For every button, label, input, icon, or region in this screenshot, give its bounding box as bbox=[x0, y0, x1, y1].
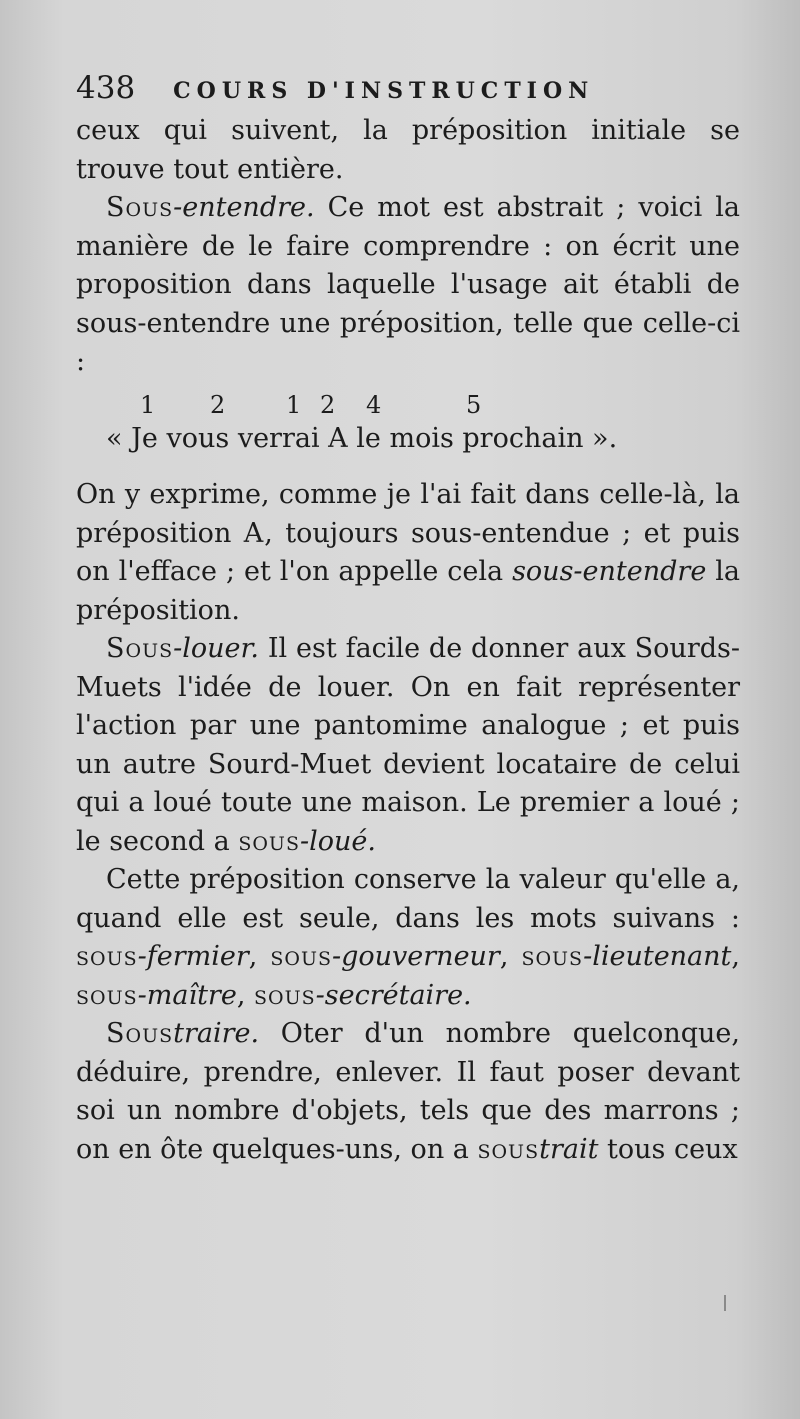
term-caps: sous bbox=[521, 941, 584, 972]
paragraph-text: Oter d'un nombre quelconque, déduire, prendre, enlever. Il faut poser devant soi un nombre d'objets, tels que des marrons ; on en ôte quelques-uns, on a bbox=[76, 1018, 740, 1165]
paragraph-text: Cette préposition conserve la valeur qu'elle a, quand elle est seule, dans les mots suivans : bbox=[76, 864, 740, 934]
paragraph-text: Ce mot est abstrait ; voici la manière de le faire comprendre : on écrit une proposition dans laquelle l'usage ait établi de sous-entendre une préposition, telle que celle-ci : bbox=[76, 192, 740, 377]
example-sentence: « Je vous verrai A le mois prochain ». bbox=[106, 422, 618, 454]
term-caps: sous bbox=[477, 1133, 540, 1165]
term-italic: -louer. bbox=[173, 633, 260, 664]
paragraph-sous-entendre bbox=[76, 189, 740, 382]
number-label: 1 bbox=[286, 390, 302, 419]
separator: , bbox=[499, 941, 522, 972]
number-label: 2 bbox=[320, 390, 336, 419]
page-number: 438 bbox=[76, 70, 136, 106]
number-label: 2 bbox=[210, 390, 226, 419]
term-italic: -maître bbox=[137, 979, 237, 1011]
paragraph-text: On y exprime, comme je l'ai fait dans celle-là, la préposition bbox=[76, 479, 740, 549]
term-italic: trait bbox=[539, 1133, 599, 1165]
preposition-caps: A bbox=[243, 517, 265, 549]
term-caps: Sous bbox=[106, 192, 174, 223]
term-caps: Sous bbox=[106, 633, 174, 664]
term-caps: sous bbox=[270, 941, 332, 972]
page-header bbox=[76, 70, 740, 106]
term-caps: Sous bbox=[106, 1018, 174, 1049]
number-label: 1 bbox=[140, 390, 156, 419]
word-order-numbers bbox=[76, 382, 740, 420]
separator: , bbox=[236, 979, 254, 1011]
paragraph-text: , toujours sous-entendue ; et puis on l'efface ; et l'on appelle cela bbox=[76, 517, 740, 587]
paragraph-preposition-valeur bbox=[76, 861, 740, 1015]
paragraph-text: la préposition. bbox=[76, 556, 740, 626]
term-caps: sous bbox=[254, 979, 316, 1011]
paragraph-sous-louer bbox=[76, 630, 740, 861]
separator: , bbox=[731, 941, 740, 972]
paragraph-text: Il est facile de donner aux Sourds-Muets l'idée de louer. On en fait représenter l'action par une pantomime analogue ; et puis un autre Sourd-Muet devient locataire de celui qui a loué toute une maison. Le premier a loué ; le second a bbox=[76, 633, 740, 857]
separator: , bbox=[248, 941, 271, 972]
term-caps: sous bbox=[76, 979, 138, 1011]
term-italic: -entendre. bbox=[173, 192, 315, 223]
term-italic: -lieutenant bbox=[583, 941, 732, 972]
term-italic: -loué. bbox=[299, 825, 376, 857]
term-italic: -secrétaire. bbox=[315, 979, 472, 1011]
margin-mark bbox=[724, 1295, 726, 1311]
paragraph-text: tous ceux bbox=[598, 1133, 738, 1165]
term-italic: -fermier bbox=[137, 941, 249, 972]
running-title: COURS D'INSTRUCTION bbox=[173, 78, 595, 104]
paragraph-soustraire bbox=[76, 1015, 740, 1169]
body-text bbox=[76, 112, 740, 1169]
term-italic: -gouverneur bbox=[331, 941, 500, 972]
number-label: 4 bbox=[366, 390, 382, 419]
term-italic: sous-entendre bbox=[512, 556, 707, 587]
paragraph-continuation: ceux qui suivent, la préposition initiale se trouve tout entière. bbox=[76, 115, 740, 185]
term-italic: traire. bbox=[173, 1018, 260, 1049]
number-label: 5 bbox=[466, 390, 482, 419]
term-caps: sous bbox=[238, 825, 300, 857]
term-caps: sous bbox=[76, 941, 138, 972]
paragraph-exprime bbox=[76, 476, 740, 630]
